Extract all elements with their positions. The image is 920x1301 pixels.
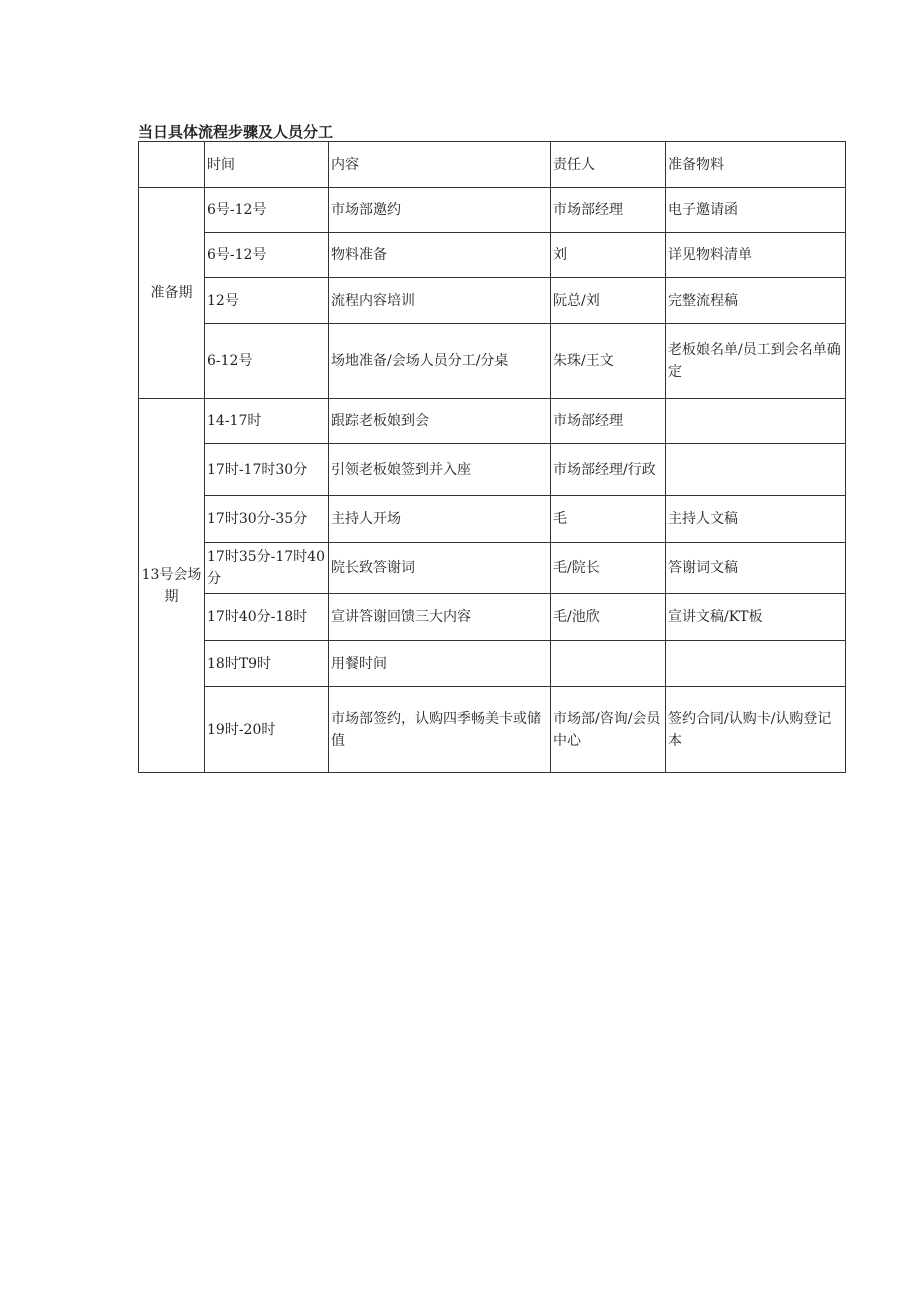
- content-cell: 主持人开场: [329, 496, 551, 543]
- content-cell: 用餐时间: [329, 641, 551, 687]
- time-cell: 6号-12号: [205, 188, 329, 233]
- owner-cell: 市场部经理: [551, 399, 666, 444]
- time-cell: 6号-12号: [205, 233, 329, 278]
- header-cell-materials: 准备物料: [666, 142, 846, 188]
- phase-cell-preparation: 准备期: [139, 188, 205, 399]
- owner-cell: 朱珠/王文: [551, 324, 666, 399]
- owner-cell: 市场部经理/行政: [551, 444, 666, 496]
- phase-cell-venue: 13号会场期: [139, 399, 205, 773]
- materials-cell: 电子邀请函: [666, 188, 846, 233]
- time-cell: 17时35分-17时40分: [205, 543, 329, 594]
- table-row: [139, 444, 846, 496]
- table-row: [139, 594, 846, 641]
- table-row: [139, 324, 846, 399]
- materials-cell: 详见物料清单: [666, 233, 846, 278]
- document-title: 当日具体流程步骤及人员分工: [138, 123, 334, 141]
- materials-cell: [666, 399, 846, 444]
- table-row: [139, 496, 846, 543]
- materials-cell: 老板娘名单/员工到会名单确定: [666, 324, 846, 399]
- table-row: [139, 543, 846, 594]
- time-cell: 6-12号: [205, 324, 329, 399]
- materials-cell: 完整流程稿: [666, 278, 846, 324]
- header-row: [139, 142, 846, 188]
- time-cell: 14-17时: [205, 399, 329, 444]
- materials-cell: [666, 641, 846, 687]
- materials-cell: 宣讲文稿/KT板: [666, 594, 846, 641]
- table-row: [139, 687, 846, 773]
- content-cell: 流程内容培训: [329, 278, 551, 324]
- content-cell: 引领老板娘签到并入座: [329, 444, 551, 496]
- content-cell: 院长致答谢词: [329, 543, 551, 594]
- owner-cell: [551, 641, 666, 687]
- content-cell: 物料准备: [329, 233, 551, 278]
- owner-cell: 市场部经理: [551, 188, 666, 233]
- content-cell: 场地准备/会场人员分工/分桌: [329, 324, 551, 399]
- time-cell: 18时T9时: [205, 641, 329, 687]
- owner-cell: 毛: [551, 496, 666, 543]
- materials-cell: 主持人文稿: [666, 496, 846, 543]
- owner-cell: 阮总/刘: [551, 278, 666, 324]
- owner-cell: 毛/池欣: [551, 594, 666, 641]
- materials-cell: [666, 444, 846, 496]
- table-row: [139, 233, 846, 278]
- materials-cell: 答谢词文稿: [666, 543, 846, 594]
- content-cell: 宣讲答谢回馈三大内容: [329, 594, 551, 641]
- owner-cell: 刘: [551, 233, 666, 278]
- time-cell: 12号: [205, 278, 329, 324]
- time-cell: 17时-17时30分: [205, 444, 329, 496]
- table-row: [139, 399, 846, 444]
- content-cell: 市场部邀约: [329, 188, 551, 233]
- owner-cell: 市场部/咨询/会员中心: [551, 687, 666, 773]
- header-cell-time: 时间: [205, 142, 329, 188]
- table-row: [139, 278, 846, 324]
- table-row: [139, 641, 846, 687]
- content-cell: 市场部签约，认购四季畅美卡或储值: [329, 687, 551, 773]
- header-cell-owner: 责任人: [551, 142, 666, 188]
- header-cell-content: 内容: [329, 142, 551, 188]
- content-cell: 跟踪老板娘到会: [329, 399, 551, 444]
- time-cell: 19时-20时: [205, 687, 329, 773]
- schedule-table: [138, 141, 846, 773]
- materials-cell: 签约合同/认购卡/认购登记本: [666, 687, 846, 773]
- time-cell: 17时40分-18时: [205, 594, 329, 641]
- time-cell: 17时30分-35分: [205, 496, 329, 543]
- owner-cell: 毛/院长: [551, 543, 666, 594]
- table-row: [139, 188, 846, 233]
- header-cell-phase: [139, 142, 205, 188]
